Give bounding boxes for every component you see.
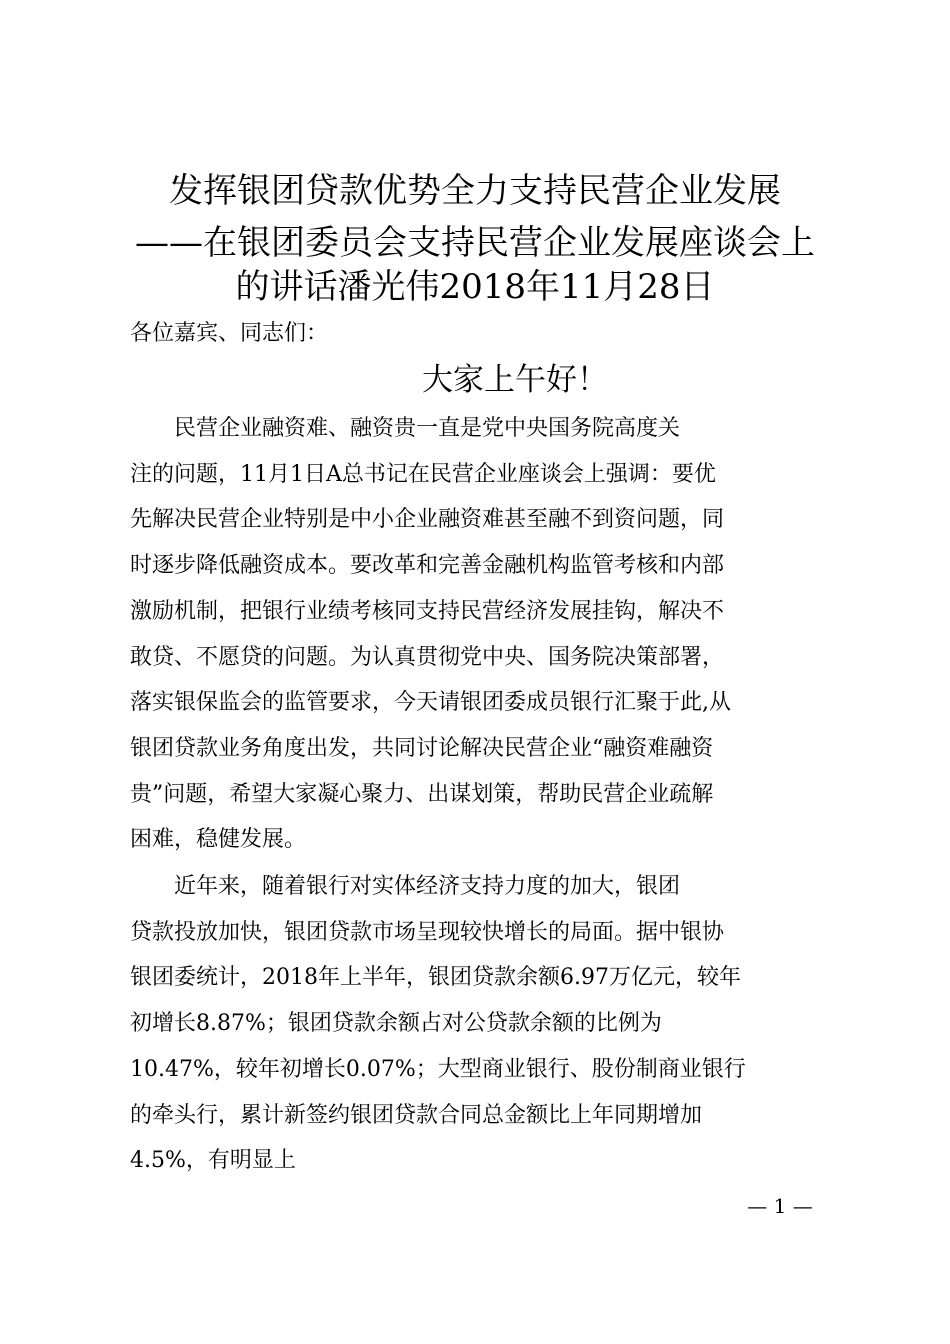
paragraph-line: 民营企业融资难、融资贵一直是党中央国务院高度关 — [130, 416, 681, 441]
paragraph-line: 贵”问题，希望大家凝心聚力、出谋划策，帮助民营企业疏解 — [130, 781, 714, 807]
paragraph-2 — [130, 864, 820, 1184]
title-line-2: ——在银团委员会支持民营企业发展座谈会上 — [135, 223, 815, 263]
paragraph-line: 银团贷款业务角度出发，共同讨论解决民营企业“融资难融资 — [130, 735, 714, 761]
paragraph-line: 时逐步降低融资成本。要改革和完善金融机构监管考核和内部 — [130, 553, 725, 579]
paragraph-line: 先解决民营企业特别是中小企业融资难甚至融不到资问题，同 — [130, 507, 725, 533]
paragraph-line: 的牵头行，累计新签约银团贷款合同总金额比上年同期增加 — [130, 1102, 703, 1128]
paragraph-line: 10.47%，较年初增长0.07%；大型商业银行、股份制商业银行 — [130, 1056, 746, 1082]
paragraph-line: 4.5%，有明显上 — [130, 1148, 296, 1174]
page-number: — 1 — — [747, 1194, 813, 1218]
paragraph-1 — [130, 406, 820, 863]
paragraph-line: 激励机制，把银行业绩考核同支持民营经济发展挂钩，解决不 — [130, 598, 725, 624]
paragraph-line: 初增长8.87%；银团贷款余额占对公贷款余额的比例为 — [130, 1011, 662, 1037]
salutation: 各位嘉宾、同志们： — [130, 321, 329, 346]
title-line-1: 发挥银团贷款优势全力支持民营企业发展 — [169, 171, 781, 211]
paragraph-line: 落实银保监会的监管要求，今天请银团委成员银行汇聚于此,从 — [130, 690, 731, 716]
paragraph-line: 困难，稳健发展。 — [130, 827, 307, 853]
paragraph-line: 注的问题，11月1日A总书记在民营企业座谈会上强调：要优 — [130, 461, 716, 487]
paragraph-line: 贷款投放加快，银团贷款市场呈现较快增长的局面。据中银协 — [130, 919, 725, 945]
greeting: 大家上午好！ — [422, 362, 608, 398]
paragraph-line: 银团委统计，2018年上半年，银团贷款余额6.97万亿元，较年 — [130, 965, 741, 991]
paragraph-line: 近年来，随着银行对实体经济支持力度的加大，银团 — [130, 874, 681, 899]
title-line-3: 的讲话潘光伟2018年11月28日 — [235, 267, 715, 307]
paragraph-line: 敢贷、不愿贷的问题。为认真贯彻党中央、国务院决策部署， — [130, 644, 725, 670]
